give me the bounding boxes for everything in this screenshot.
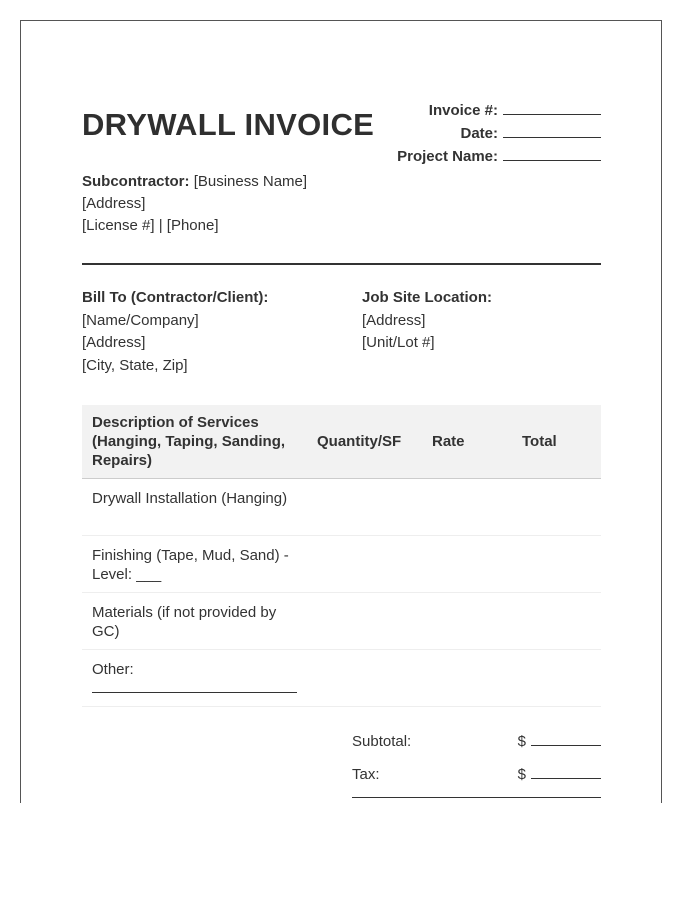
column-header-rate: Rate [422,405,512,479]
bill-to-line: [City, State, Zip] [82,356,188,374]
table-header-row [82,405,601,479]
divider [82,263,601,265]
row-description: Other: [92,661,134,678]
table-row [82,536,601,593]
totals-block [352,731,601,798]
project-name-blank[interactable] [503,145,601,161]
totals-divider [352,797,601,798]
subcontractor-line [82,171,307,193]
tax-value [518,764,601,783]
subtotal-value [518,731,601,750]
subtotal-label: Subtotal: [352,733,412,750]
invoice-meta [321,99,601,168]
bill-to-block [82,287,268,377]
currency-symbol: $ [517,766,526,783]
column-header-total: Total [512,405,601,479]
job-site-line: [Address] [362,311,426,329]
row-description: Drywall Installation (Hanging) [92,490,288,507]
page-title: DRYWALL INVOICE [82,107,375,142]
column-header-quantity: Quantity/SF [307,405,422,479]
invoice-number-row [321,99,601,122]
job-site-block [362,287,492,355]
job-site-line: [Unit/Lot #] [362,334,435,351]
other-blank-wrap [92,679,297,706]
row-quantity-cell[interactable] [307,536,422,593]
bill-to-line: [Address] [82,334,146,351]
column-header-description: Description of Services (Hanging, Taping, Sanding, Repairs) [82,405,307,479]
row-total-cell[interactable] [512,650,601,707]
project-name-label: Project Name: [397,148,498,165]
invoice-page [20,20,662,803]
table-row [82,479,601,536]
row-rate-cell[interactable] [422,650,512,707]
subcontractor-license-phone: [License #] | [Phone] [82,217,219,234]
date-blank[interactable] [503,122,601,138]
row-rate-cell[interactable] [422,536,512,593]
row-total-cell[interactable] [512,593,601,650]
date-label: Date: [460,125,498,142]
row-description: Finishing (Tape, Mud, Sand) - Level: ___ [92,547,289,583]
row-total-cell[interactable] [512,536,601,593]
services-table [82,405,601,707]
row-description: Materials (if not provided by GC) [92,604,277,640]
date-row [321,122,601,145]
subcontractor-business: [Business Name] [193,173,308,190]
tax-blank[interactable] [531,764,601,779]
currency-symbol: $ [517,733,526,750]
other-blank[interactable] [92,682,297,693]
subcontractor-address: [Address] [82,195,146,212]
row-total-cell[interactable] [512,479,601,536]
row-rate-cell[interactable] [422,479,512,536]
row-rate-cell[interactable] [422,593,512,650]
bill-to-line: [Name/Company] [82,311,199,329]
table-row [82,593,601,650]
row-quantity-cell[interactable] [307,479,422,536]
invoice-number-label: Invoice #: [428,102,498,119]
table-row [82,650,601,707]
project-name-row [321,145,601,168]
row-quantity-cell[interactable] [307,593,422,650]
row-quantity-cell[interactable] [307,650,422,707]
tax-row [352,764,601,797]
bill-to-heading: Bill To (Contractor/Client): [82,289,269,306]
tax-label: Tax: [352,766,380,783]
subtotal-row [352,731,601,764]
invoice-number-blank[interactable] [503,99,601,115]
job-site-heading: Job Site Location: [362,289,493,306]
subtotal-blank[interactable] [531,731,601,746]
subcontractor-block [82,171,307,237]
subcontractor-label: Subcontractor: [82,173,190,190]
